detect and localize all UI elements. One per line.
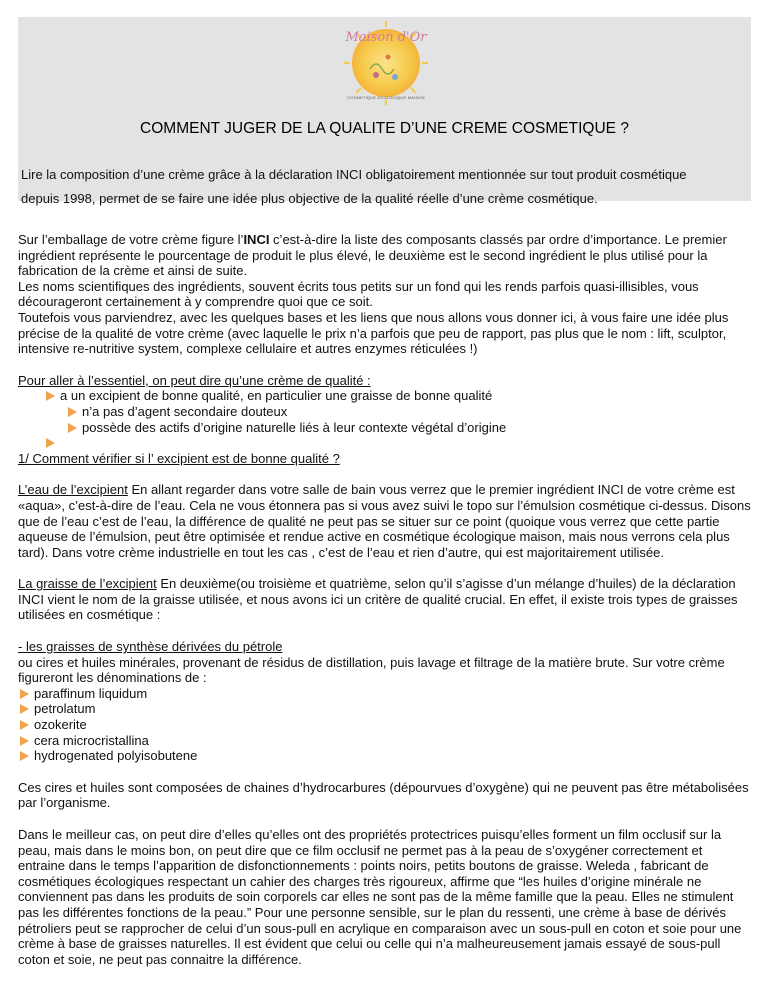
logo-caption: COSMETIQUE ECOLOGIQUE MAISON bbox=[347, 95, 425, 100]
logo-script-text: Maison d'Or bbox=[345, 30, 427, 45]
bullet-arrow-icon bbox=[20, 704, 29, 714]
list-item bbox=[18, 701, 751, 717]
list-item-text: cera microcristallina bbox=[34, 732, 149, 748]
logo bbox=[340, 17, 432, 107]
bullet-arrow-icon bbox=[20, 751, 29, 761]
list-item bbox=[18, 388, 751, 404]
intro-paragraph-1 bbox=[18, 232, 751, 279]
list-item bbox=[18, 748, 751, 764]
metabolism-paragraph: Ces cires et huiles sont composées de chaines d’hydrocarbures (dépourvues d’oxygène) qui ne peuvent pas être métabolisées par l’organisme. bbox=[18, 779, 749, 811]
essentials-heading: Pour aller à l’essentiel, on peut dire qu’une crème de qualité : bbox=[18, 372, 371, 388]
water-label: L’eau de l’excipient bbox=[18, 482, 128, 498]
bullet-arrow-icon bbox=[68, 423, 77, 433]
lead-paragraph bbox=[21, 163, 751, 211]
list-item bbox=[18, 404, 751, 420]
intro-text-b: c’est-à-dire la liste des composants classés par ordre d’importance. Le premier ingrédient représente le pourcentage de produit le plus élevé, le deuxième est le second ingrédient le plus utilisé pour la fabrication de la crème et ainsi de suite. bbox=[18, 232, 727, 279]
list-item-text: petrolatum bbox=[34, 701, 96, 717]
fat-paragraph bbox=[18, 576, 751, 623]
section-heading: 1/ Comment vérifier si l’ excipient est de bonne qualité ? bbox=[18, 450, 340, 466]
intro-paragraph-3: Toutefois vous parviendrez, avec les quelques bases et les liens que nous allons vous donner ici, à vous faire une idée plus précise de la qualité de votre crème (avec laquelle le prix n’a parfois que peu de rapport, pas plus que le nom : lift, sculptor, intensive re-nutritive system, complexe cellulaire et autres enzymes réticulées !) bbox=[18, 309, 729, 357]
main-content bbox=[18, 232, 751, 967]
bullet-arrow-icon bbox=[68, 407, 77, 417]
lead-line-1: Lire la composition d’une crème grâce à la déclaration INCI obligatoirement mentionnée sur tout produit cosmétique bbox=[21, 167, 687, 182]
lead-line-2: depuis 1998, permet de se faire une idée plus objective de la qualité réelle d’une crème cosmétique. bbox=[21, 191, 598, 206]
list-item-text: possède des actifs d’origine naturelle liés à leur contexte végétal d’origine bbox=[82, 419, 507, 435]
list-item bbox=[18, 733, 751, 749]
list-item-text: ozokerite bbox=[34, 717, 87, 733]
water-text: En allant regarder dans votre salle de bain vous verrez que le premier ingrédient INCI de votre crème est «aqua», c’est-à-dire de l’eau. Cela ne vous étonnera pas si vous avez suivi le topo sur l’émulsion cosmétique ci-dessus. Disons que de l’eau c’est de l’eau, la différence de qualité ne peut pas se situer sur ce point (quoique vous verrez que cette partie aqueuse de l’émulsion, peut être optimisée et rendue active en cosmétique écologique maison, mais nous verrons cela plus tard). Dans votre crème industrielle en tout les cas , c’est de l’eau et rien d’autre, qui est majoritairement utilisée. bbox=[18, 482, 751, 560]
inci-bold: INCI bbox=[243, 232, 270, 247]
bullet-arrow-icon bbox=[20, 720, 29, 730]
intro-text-a: Sur l’emballage de votre crème figure l’ bbox=[18, 232, 244, 247]
water-paragraph bbox=[18, 482, 751, 560]
list-item bbox=[18, 686, 751, 702]
list-item-empty bbox=[18, 435, 751, 451]
synthetic-description: ou cires et huiles minérales, provenant de résidus de distillation, puis lavage et filtrage de la matière brute. Sur votre crème figureront les dénominations de : bbox=[18, 654, 725, 686]
list-item bbox=[18, 420, 751, 436]
bullet-arrow-icon bbox=[20, 736, 29, 746]
intro-paragraph-2: Les noms scientifiques des ingrédients, souvent écrits tous petits sur un fond qui les rends parfois quasi-illisibles, vous décourageront certainement à y comprendre quoi que ce soit. bbox=[18, 278, 699, 310]
list-item-text: a un excipient de bonne qualité, en particulier une graisse de bonne qualité bbox=[60, 388, 493, 404]
fat-label: La graisse de l’excipient bbox=[18, 576, 157, 592]
page-title: COMMENT JUGER DE LA QUALITE D’UNE CREME COSMETIQUE ? bbox=[140, 120, 629, 137]
list-item bbox=[18, 717, 751, 733]
sun-logo-icon bbox=[340, 17, 432, 107]
synthetic-heading: - les graisses de synthèse dérivées du pétrole bbox=[18, 639, 283, 655]
bullet-arrow-icon bbox=[46, 438, 55, 448]
conclusion-paragraph: Dans le meilleur cas, on peut dire d’elles qu’elles ont des propriétés protectrices puisqu’elles forment un film occlusif sur la peau, mais dans le moins bon, on peut dire que ce film occlusif ne permet pas à la peau de s’oxygéner correctement et entraine dans le temps l’apparition de disfonctionnements : points noirs, petits boutons de graisse. Weleda , fabricant de cosmétiques écologiques respectant un cahier des charges très rigoureux, affirme que “les huiles d’origine minérale ne conviennent pas dans les produits de soin corporels car elles ne sont pas de la même famille que la peau. Elles ne stimulent pas les différentes fonctions de la peau.” Pour une personne sensible, sur le plan du ressenti, une crème à base de dérivés pétroliers peut se rapprocher de celui d’un sous-pull en acrylique en comparaison avec un sous-pull en coton et soie pour une crème à base de graisses naturelles. Il est évident que celui ou celle qui n’a malheureusement jamais essayé de sous-pull coton et soie, ne peut pas connaitre la différence. bbox=[18, 827, 742, 967]
list-item-text: n’a pas d’agent secondaire douteux bbox=[82, 403, 288, 419]
bullet-arrow-icon bbox=[46, 391, 55, 401]
bullet-arrow-icon bbox=[20, 689, 29, 699]
list-item-text: hydrogenated polyisobutene bbox=[34, 748, 198, 764]
fat-text: En deuxième(ou troisième et quatrième, selon qu’il s’agisse d’un mélange d’huiles) de la déclaration INCI vient le nom de la graisse utilisée, et nous avons ici un critère de qualité crucial. En effet, il existe trois types de graisses utilisées en cosmétique : bbox=[18, 576, 738, 623]
list-item-text: paraffinum liquidum bbox=[34, 685, 148, 701]
